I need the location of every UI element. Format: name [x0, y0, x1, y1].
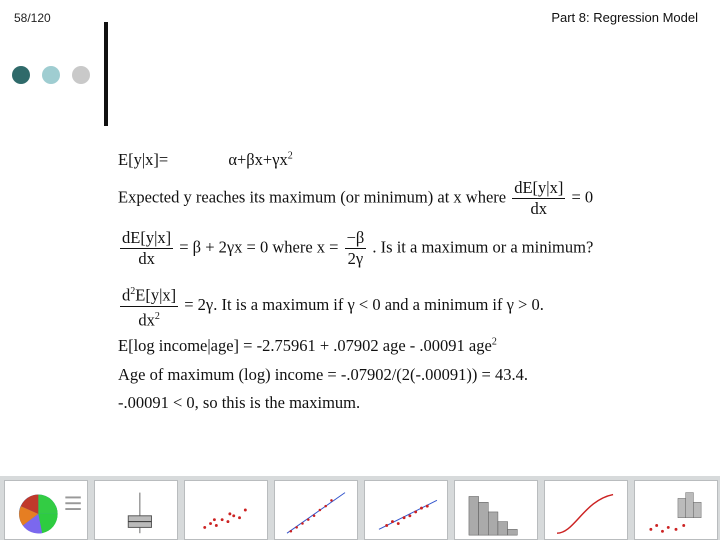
boxplot-icon [95, 481, 177, 539]
maximum-condition-line [118, 178, 593, 219]
second-derivative-line [118, 282, 544, 330]
pie-chart-icon [5, 481, 87, 539]
maximum-conclusion-line: -.00091 < 0, so this is the maximum. [118, 393, 361, 412]
equation-expected-value [118, 150, 293, 170]
derivative-fraction: $\frac{dE[y|x]}{dx}$ [514, 178, 564, 218]
slide-title: Part 8: Regression Model [551, 10, 698, 25]
decorative-dot-2 [42, 66, 60, 84]
probability-plot-thumbnail[interactable] [274, 480, 358, 540]
scatter-icon [365, 481, 447, 539]
max-min-question: . Is it a maximum or a minimum? [372, 237, 594, 257]
equals-zero: = 0 [571, 187, 594, 207]
age-of-maximum-line: Age of maximum (log) income = -.07902/(2(-.00091)) = 43.4. [118, 365, 528, 384]
slide-counter: 58/120 [14, 11, 51, 25]
equation-lhs: E[y|x]= [118, 150, 169, 169]
derivative-solution-line [118, 228, 593, 269]
solution-fraction: $\frac{-\beta}{2\gamma}$ [346, 228, 365, 268]
equation-rhs: $\alpha+\beta x+\gamma x^2$ [228, 150, 293, 169]
histogram-thumbnail[interactable] [454, 480, 538, 540]
scatter-thumbnail-2[interactable] [364, 480, 448, 540]
boxplot-thumbnail[interactable] [94, 480, 178, 540]
thumbnail-strip [0, 476, 720, 540]
derivative-fraction-2: $\frac{dE[y|x]}{dx}$ [122, 228, 172, 268]
scatter-icon [185, 481, 267, 539]
decorative-dot-1 [12, 66, 30, 84]
pie-chart-thumbnail[interactable] [4, 480, 88, 540]
histogram-scatter-icon [635, 481, 717, 539]
decorative-vertical-bar [104, 22, 108, 126]
second-derivative-text: = 2γ. It is a maximum if γ < 0 and a minimum if γ > 0. [184, 294, 544, 314]
histogram-scatter-thumbnail[interactable] [634, 480, 718, 540]
derivative-solution-text: = β + 2γx = 0 where x = [179, 237, 339, 257]
probability-plot-icon [275, 481, 357, 539]
maximum-condition-text: Expected y reaches its maximum (or minimum) at x where [118, 187, 507, 207]
scatter-thumbnail-1[interactable] [184, 480, 268, 540]
log-income-equation: E[log income|age] = -2.75961 + .07902 age - .00091 age$^2$ [118, 336, 497, 355]
decorative-dot-3 [72, 66, 90, 84]
second-derivative-fraction: $\frac{d^2E[y|x]}{dx^2}$ [120, 282, 178, 330]
cdf-curve-thumbnail[interactable] [544, 480, 628, 540]
histogram-icon [455, 481, 537, 539]
cdf-curve-icon [545, 481, 627, 539]
